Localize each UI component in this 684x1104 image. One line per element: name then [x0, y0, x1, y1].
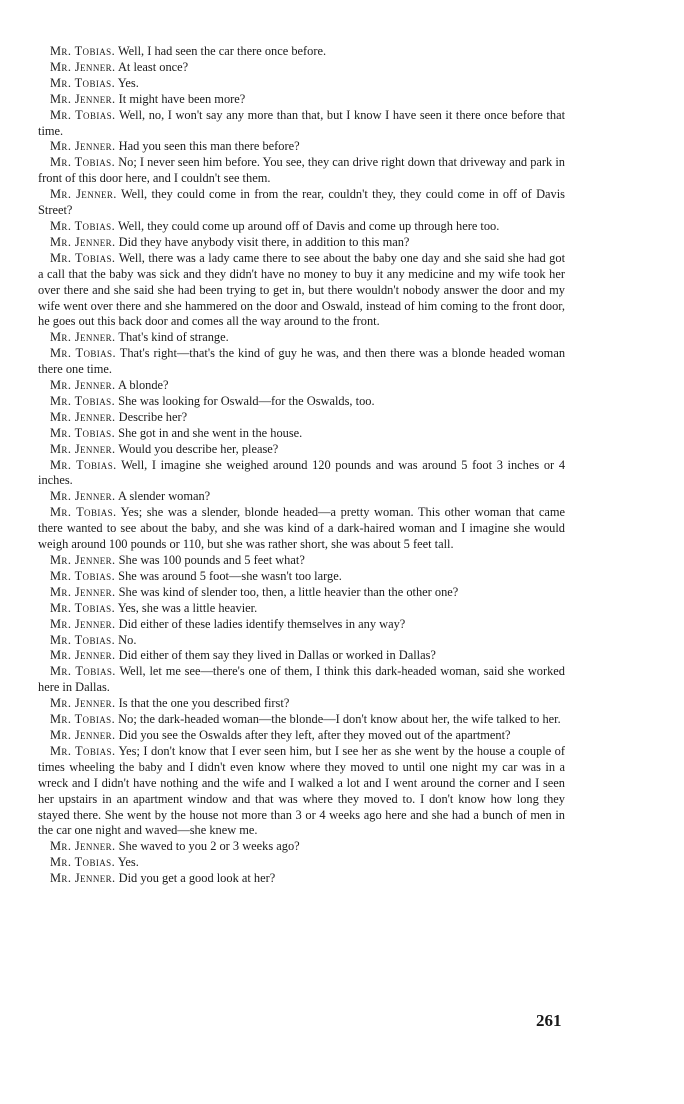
- testimony-paragraph: [38, 44, 565, 60]
- testimony-paragraph: [38, 378, 565, 394]
- testimony-paragraph: [38, 458, 565, 490]
- speaker-label: Mr. Jenner.: [50, 187, 117, 202]
- testimony-paragraph: [38, 648, 565, 664]
- testimony-paragraph: [38, 712, 565, 728]
- speech-text: No; I never seen him before. You see, they can drive right down that driveway and park in front of this door here, and I couldn't see them.: [38, 155, 565, 186]
- speaker-label: Mr. Jenner.: [50, 553, 116, 567]
- speech-text: Yes; I don't know that I ever seen him, but I see her as she went by the house a couple of times wheeling the baby and I didn't even know where they moved to until one night my car was in a wreck and I didn't have nothing and the wife and I walked a lot and I went around the corner and I seen her upstairs in an apartment window and that was where they moved to. I don't know how long they stayed there. She went by the house not more than 3 or 4 weeks ago here and she had a bunch of men in the car one night and waved—she knew me.: [38, 743, 565, 838]
- speaker-label: Mr. Tobias.: [50, 107, 116, 122]
- speaker-label: Mr. Jenner.: [50, 91, 116, 106]
- speech-text: Did you get a good look at her?: [118, 871, 276, 886]
- testimony-paragraph: [38, 728, 565, 744]
- transcript-body: [38, 44, 565, 887]
- testimony-paragraph: [38, 426, 565, 442]
- speech-text: Well, let me see—there's one of them, I think this dark-headed woman, said she worked here in Dallas.: [38, 664, 566, 695]
- speaker-label: Mr. Jenner.: [50, 648, 116, 663]
- speaker-label: Mr. Tobias.: [50, 743, 116, 758]
- testimony-paragraph: [38, 617, 565, 633]
- speaker-label: Mr. Tobias.: [50, 568, 116, 583]
- speaker-label: Mr. Tobias.: [50, 155, 116, 170]
- speaker-label: Mr. Jenner.: [50, 616, 116, 631]
- speaker-label: Mr. Tobias.: [50, 346, 116, 361]
- testimony-paragraph: [38, 394, 565, 410]
- testimony-paragraph: [38, 76, 565, 92]
- testimony-paragraph: [38, 633, 565, 649]
- speaker-label: Mr. Tobias.: [50, 44, 116, 58]
- speaker-label: Mr. Jenner.: [50, 871, 116, 886]
- testimony-paragraph: [38, 92, 565, 108]
- speaker-label: Mr. Jenner.: [50, 839, 116, 854]
- testimony-paragraph: [38, 585, 565, 601]
- testimony-paragraph: [38, 155, 565, 187]
- speech-text: Well, they could come in from the rear, couldn't they, they could come in off of Davis Street?: [38, 187, 565, 218]
- speaker-label: Mr. Jenner.: [50, 59, 116, 74]
- speaker-label: Mr. Tobias.: [50, 505, 117, 520]
- speech-text: Describe her?: [118, 409, 188, 424]
- testimony-paragraph: [38, 346, 565, 378]
- testimony-paragraph: [38, 219, 565, 235]
- testimony-paragraph: [38, 569, 565, 585]
- speaker-label: Mr. Tobias.: [50, 855, 116, 870]
- speech-text: Well, I imagine she weighed around 120 pounds and was around 5 foot 3 inches or 4 inches.: [38, 457, 566, 488]
- speech-text: It might have been more?: [118, 91, 246, 106]
- testimony-paragraph: [38, 410, 565, 426]
- speech-text: She waved to you 2 or 3 weeks ago?: [118, 839, 300, 854]
- speaker-label: Mr. Tobias.: [50, 632, 116, 647]
- speaker-label: Mr. Jenner.: [50, 696, 116, 711]
- speech-text: Yes; she was a slender, blonde headed—a pretty woman. This other woman that came there wanted to see about the baby, and she was kind of a dark-haired woman and I imagine she would weigh around 100 pounds or 110, but she was rather short, she was about 5 feet tall.: [38, 505, 565, 552]
- speaker-label: Mr. Jenner.: [50, 330, 116, 345]
- testimony-paragraph: [38, 187, 565, 219]
- testimony-paragraph: [38, 871, 565, 887]
- testimony-paragraph: [38, 839, 565, 855]
- speaker-label: Mr. Tobias.: [50, 218, 116, 233]
- speech-text: Had you seen this man there before?: [118, 139, 300, 154]
- speech-text: She got in and she went in the house.: [118, 425, 303, 440]
- speech-text: Well, I had seen the car there once before.: [117, 44, 327, 58]
- speech-text: That's kind of strange.: [118, 330, 229, 345]
- speaker-label: Mr. Jenner.: [50, 584, 116, 599]
- testimony-paragraph: [38, 696, 565, 712]
- speaker-label: Mr. Tobias.: [50, 393, 116, 408]
- speaker-label: Mr. Jenner.: [50, 727, 116, 742]
- testimony-paragraph: [38, 442, 565, 458]
- speech-text: No; the dark-headed woman—the blonde—I don't know about her, the wife talked to her.: [118, 712, 561, 727]
- speech-text: Well, there was a lady came there to see about the baby one day and she said she had got a call that the baby was sick and they didn't have no money to buy it any medicine and my wife took her over there and she said she had been trying to get in, but there wouldn't nobody answer the door and my wife went over there and she hammered on the door and Oswald, instead of him coming to the front door, he goes out this back door and comes all the way around to the front.: [38, 250, 566, 329]
- speaker-label: Mr. Tobias.: [50, 75, 116, 90]
- testimony-paragraph: [38, 489, 565, 505]
- speech-text: A blonde?: [117, 378, 169, 393]
- speaker-label: Mr. Jenner.: [50, 234, 116, 249]
- speaker-label: Mr. Jenner.: [50, 441, 116, 456]
- speech-text: Is that the one you described first?: [118, 696, 290, 711]
- speech-text: Well, no, I won't say any more than that, but I know I have seen it there once before that time.: [38, 107, 566, 138]
- speech-text: That's right—that's the kind of guy he was, and then there was a blonde headed woman there one time.: [38, 346, 566, 377]
- speaker-label: Mr. Tobias.: [50, 600, 116, 615]
- speaker-label: Mr. Tobias.: [50, 425, 116, 440]
- testimony-paragraph: [38, 855, 565, 871]
- testimony-paragraph: [38, 553, 565, 569]
- testimony-paragraph: [38, 505, 565, 553]
- testimony-paragraph: [38, 235, 565, 251]
- speech-text: Did either of these ladies identify themselves in any way?: [118, 616, 406, 631]
- testimony-paragraph: [38, 744, 565, 839]
- speech-text: She was kind of slender too, then, a little heavier than the other one?: [118, 584, 459, 599]
- speech-text: Would you describe her, please?: [118, 441, 279, 456]
- speech-text: Did they have anybody visit there, in addition to this man?: [118, 234, 410, 249]
- speaker-label: Mr. Jenner.: [50, 489, 116, 504]
- speaker-label: Mr. Jenner.: [50, 409, 116, 424]
- testimony-paragraph: [38, 251, 565, 331]
- speech-text: She was around 5 foot—she wasn't too large.: [118, 568, 342, 583]
- speaker-label: Mr. Tobias.: [50, 712, 116, 727]
- speech-text: Did you see the Oswalds after they left, after they moved out of the apartment?: [118, 727, 511, 742]
- speech-text: No.: [118, 632, 137, 647]
- speaker-label: Mr. Jenner.: [50, 378, 116, 393]
- speech-text: A slender woman?: [117, 489, 211, 504]
- speech-text: Did either of them say they lived in Dallas or worked in Dallas?: [118, 648, 436, 663]
- testimony-paragraph: [38, 139, 565, 155]
- page-number: 261: [536, 1011, 562, 1030]
- speaker-label: Mr. Jenner.: [50, 139, 116, 154]
- speech-text: She was looking for Oswald—for the Oswalds, too.: [118, 393, 375, 408]
- speech-text: She was 100 pounds and 5 feet what?: [118, 553, 305, 567]
- speech-text: Yes, she was a little heavier.: [117, 600, 258, 615]
- speaker-label: Mr. Tobias.: [50, 664, 116, 679]
- testimony-paragraph: [38, 664, 565, 696]
- testimony-paragraph: [38, 108, 565, 140]
- speech-text: Yes.: [117, 855, 139, 870]
- speech-text: Well, they could come up around off of Davis and come up through here too.: [117, 218, 500, 233]
- speaker-label: Mr. Tobias.: [50, 250, 116, 265]
- testimony-paragraph: [38, 330, 565, 346]
- speaker-label: Mr. Tobias.: [50, 457, 117, 472]
- testimony-paragraph: [38, 60, 565, 76]
- speech-text: Yes.: [117, 75, 139, 90]
- testimony-paragraph: [38, 601, 565, 617]
- speech-text: At least once?: [117, 59, 189, 74]
